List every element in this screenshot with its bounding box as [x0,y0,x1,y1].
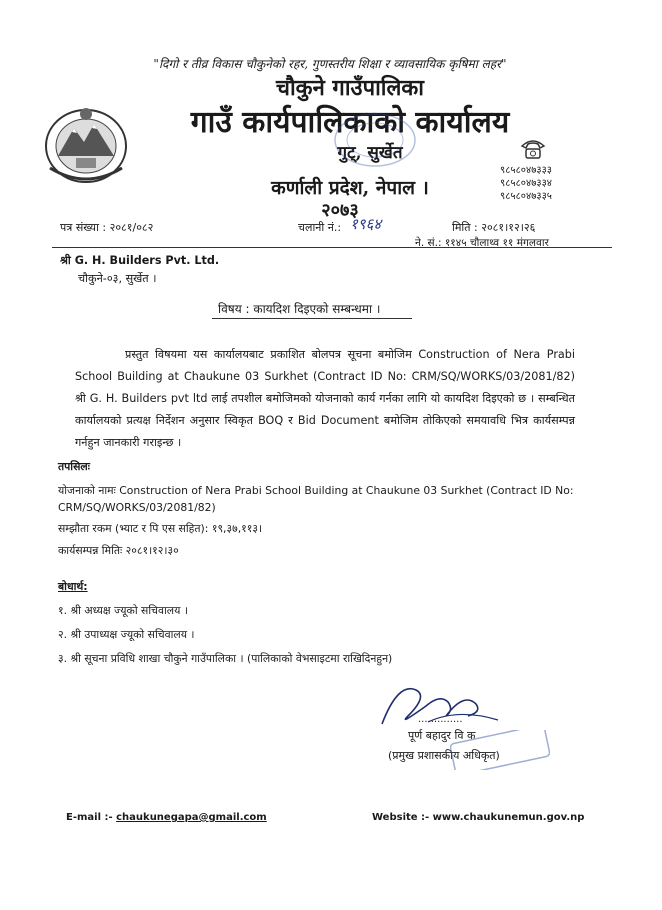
recipient-name: श्री G. H. Builders Pvt. Ltd. [60,254,220,267]
cc-item: ३. श्री सूचना प्रविधि शाखा चौकुने गाउँपालिका । (पालिकाको वेभसाइटमा राखिदिनहुन) [58,652,393,665]
subject: विषय : कायदिश दिइएको सम्बन्धमा । [218,302,381,316]
email-label: E-mail :- [66,812,113,823]
office-location: गुट्, सुर्खेत [337,143,403,163]
header-divider [52,247,612,248]
phone-number: ९८५८०४७३३४ [500,178,552,189]
cc-item: १. श्री अध्यक्ष ज्यूको सचिवालय । [58,604,188,617]
letter-body: प्रस्तुत विषयमा यस कार्यालयबाट प्रकाशित बोलपत्र सूचना बमोजिम Construction of Nera Prabi School Building at Chaukune 03 Surkhet (Contract ID No: CRM/SQ/WORKS/03/2081/82) श्री G. H. Builders pvt ltd लाई तपशील बमोजिमको योजनाको कार्य गर्नका लागि यो कायदिश दिइएको छ । सम्बन्धित कार्यालयको प्रत्यक्ष निर्देशन अनुसार स्विकृत BOQ र Bid Document बमोजिम तोकिएको समयावधि भित्र कार्यसम्पन्न गर्नहुन जानकारी गराइन्छ । [75,348,575,449]
signatory-title: (प्रमुख प्रशासकीय अधिकृत) [388,749,500,762]
website[interactable]: Website :- www.chaukunemun.gov.np [372,812,585,823]
cc-heading: बोधार्थ: [58,580,88,593]
established-year: २०७३ [321,200,359,221]
details-heading: तपसिलः [58,460,90,473]
completion-date: कार्यसम्पन्न मितिः २०८१।१२।३० [58,544,179,557]
project-name: योजनाको नामः Construction of Nera Prabi School Building at Chaukune 03 Surkhet (Contract ID No: CRM/SQ/WORKS/03/2081/82) [58,484,574,514]
nepal-sambat-date: ने. सं.: ११४५ चौलाथ्व ११ मंगलवार [415,237,549,249]
dispatch-number: १९६४ [350,215,382,233]
letter-number: पत्र संख्या : २०८१/०८२ [60,221,154,234]
office-name: गाउँ कार्यपालिकाको कार्यालय [190,105,510,140]
subject-underline [212,318,412,319]
phone-number: ९८५८०४७३३३ [500,165,552,176]
email-link[interactable]: chaukunegapa@gmail.com [116,812,267,823]
province: कर्णाली प्रदेश, नेपाल । [271,177,429,199]
contract-amount: सम्झौता रकम (भ्याट र पि एस सहित): १९,३७,११३। [58,522,263,535]
municipality-name: चौकुने गाउँपालिका [276,75,424,101]
signatory-name: पूर्ण बहादुर वि क [408,729,476,742]
signature-dots: .............. [418,714,463,725]
letter-date: मिति : २०८१।१२।२६ [452,221,536,234]
nepal-emblem-icon [36,98,136,188]
office-seal-icon [330,110,420,170]
dispatch-label: चलानी नं.: [298,221,342,234]
signature-stamp-icon [450,730,550,770]
slogan: "दिगो र तीव्र विकास चौकुनेको रहर, गुणस्तरीय शिक्षा र व्यावसायिक कृषिमा लहर" [153,57,507,71]
recipient-address: चौकुने-०३, सुर्खेत । [78,272,157,285]
cc-item: २. श्री उपाध्यक्ष ज्यूको सचिवालय । [58,628,195,641]
phone-number: ९८५८०४७३३५ [500,191,552,202]
telephone-icon [520,138,546,160]
phone-numbers [500,164,552,203]
